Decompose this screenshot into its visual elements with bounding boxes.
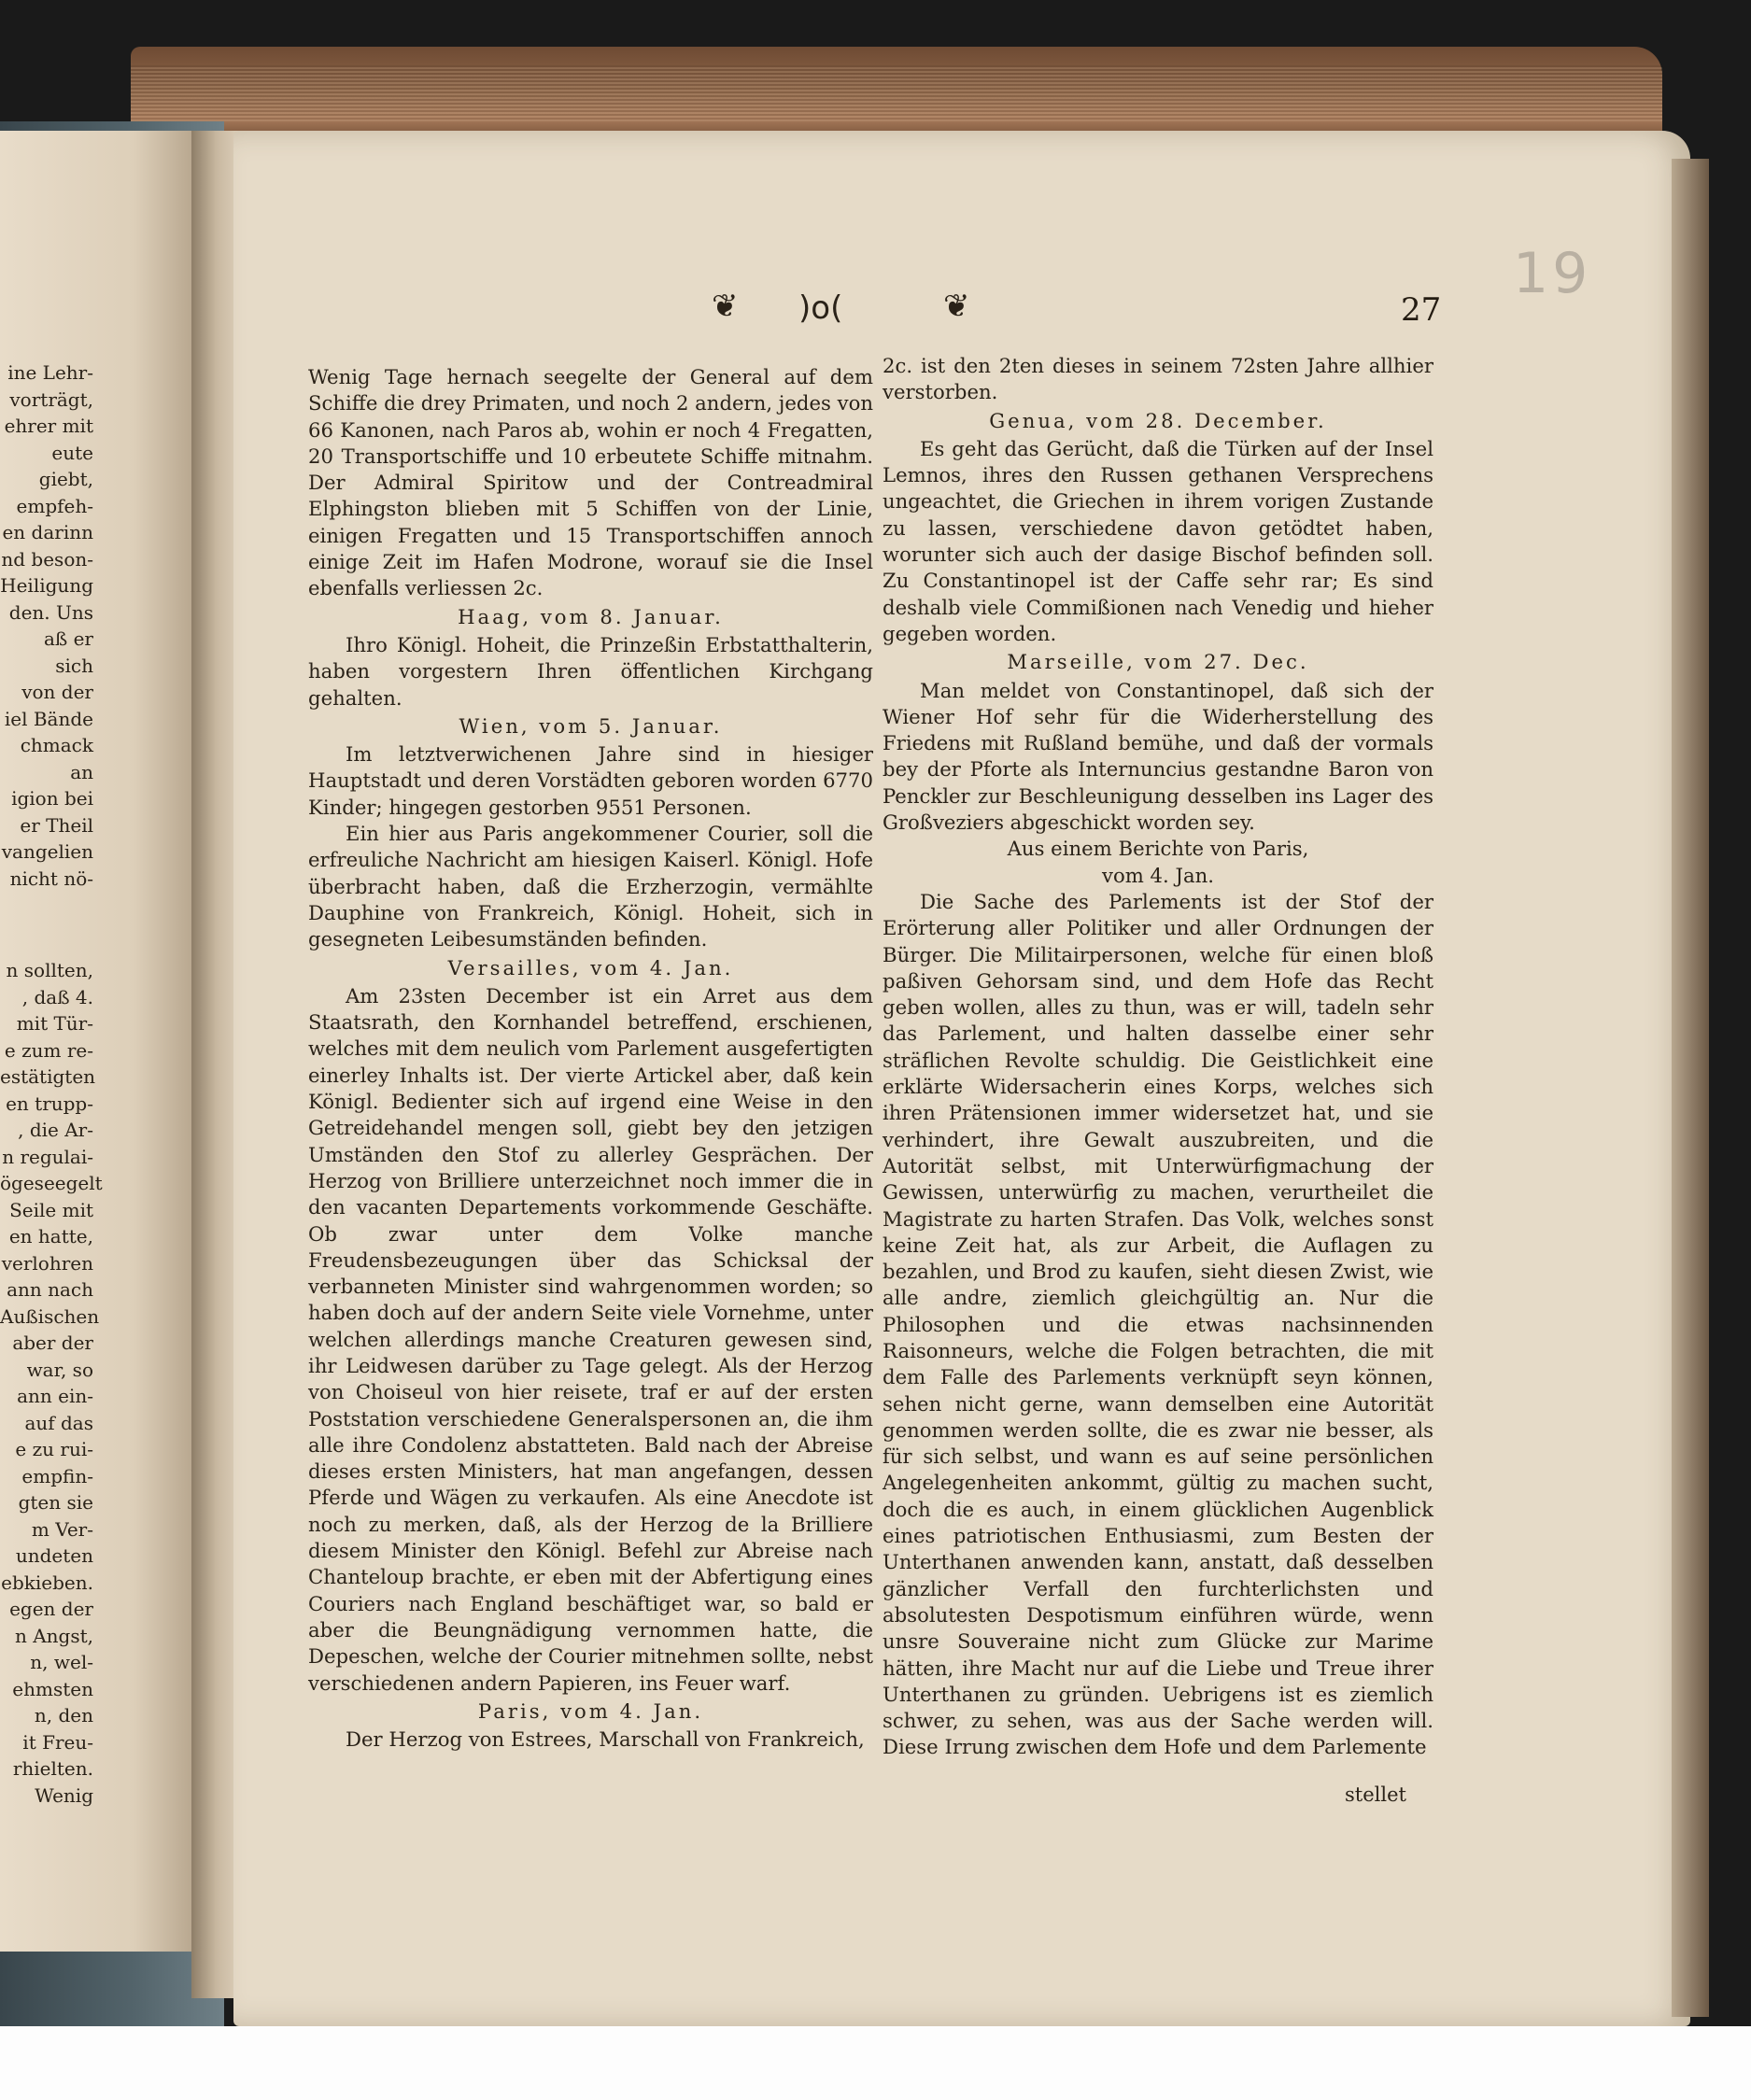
ornament-center: )o(: [798, 289, 843, 327]
pencil-folio: 19: [1513, 241, 1592, 306]
fragment-line: n, wel-: [30, 1651, 93, 1673]
fragment-line: nd beson-: [1, 547, 93, 571]
fragment-line: rhielten.: [12, 1757, 93, 1780]
fragment-line: en trupp-: [6, 1092, 93, 1115]
fragment-line: estätigten: [0, 1065, 96, 1088]
scan-margin: [0, 2026, 1751, 2100]
text-column-right: [883, 353, 1433, 1761]
fragment-line: war, so: [26, 1358, 93, 1381]
text-column-left: [308, 364, 873, 1753]
dateline-heading: Marseille, vom 27. Dec.: [1007, 650, 1309, 674]
fragment-line: aber der: [12, 1332, 93, 1354]
fragment-line: den. Uns: [8, 600, 93, 624]
fragment-line: eute giebt,: [38, 441, 93, 490]
dateline-heading: Genua, vom 28. December.: [989, 408, 1327, 432]
left-page-fragment-upper: [0, 359, 93, 892]
fragment-line: nicht nö-: [9, 867, 93, 890]
fragment-line: ehrer mit: [4, 415, 93, 437]
fragment-line: undeten: [15, 1544, 93, 1567]
fragment-line: von der: [21, 681, 93, 703]
dateline-heading: Wien, vom 5. Januar.: [459, 713, 723, 738]
fragment-line: verlohren: [1, 1251, 93, 1275]
paragraph: 2c. ist den 2ten dieses in seinem 72sten Jahre allhier verstorben.: [883, 354, 1433, 404]
paragraph: Man meldet von Constantinopel, daß sich der Wiener Hof sehr für die Widerherstellung des Friedens mit Rußland bemühe, und daß der vormals bey der Pforte als Internuncius gestandne Baron von Penckler zur Beschleunigung desselben ins Lager des Großveziers abgeschickt worden sey.: [883, 678, 1433, 835]
fragment-line: Heiligung: [0, 574, 93, 597]
fragment-line: ögeseegelt: [0, 1172, 103, 1194]
fragment-line: Außischen: [0, 1304, 100, 1328]
dateline-heading: Paris, vom 4. Jan.: [477, 1698, 704, 1723]
fragment-line: e zum re-: [4, 1038, 93, 1062]
fragment-line: auf das: [24, 1411, 93, 1434]
fragment-line: empfeh-: [16, 494, 93, 517]
fragment-line: gten sie: [18, 1491, 93, 1514]
fragment-line: igion bei: [11, 787, 93, 810]
fragment-line: it Freu-: [22, 1730, 93, 1754]
page-number: 27: [1401, 291, 1442, 329]
catchword: stellet: [1345, 1783, 1406, 1806]
paragraph: Im letztverwichenen Jahre sind in hiesiger Hauptstadt und deren Vorstädten geboren worden 6770 Kinder; hingegen gestorben 9551 Personen.: [308, 742, 873, 819]
fragment-line: n Angst,: [14, 1624, 93, 1647]
fragment-line: n sollten,: [6, 959, 93, 981]
fragment-line: ebkieben.: [1, 1571, 93, 1594]
paragraph: Der Herzog von Estrees, Marschall von Frankreich,: [346, 1727, 865, 1752]
paragraph: Ein hier aus Paris angekommener Courier, soll die erfreuliche Nachricht am hiesigen Kaiserl. Königl. Hofe überbracht haben, daß die Erzherzogin, vermählte Dauphine von Frankreich, Königl. Hoheit, sich in gesegneten Leibesumständen befinden.: [308, 822, 873, 951]
fragment-line: en darinn: [2, 521, 93, 543]
page-edge: [1672, 159, 1709, 2017]
fragment-line: , daß 4.: [21, 985, 93, 1008]
paragraph: Es geht das Gerücht, daß die Türken auf der Insel Lemnos, ihres den Russen gethanen Versprechens ungeachtet, die Griechen in ihrem vorigen Zustande zu lassen, verschiedene davon getödtet haben, worunter sich auch der dasige Bischof befinden soll. Zu Constantinopel ist der Caffe sehr rar; Es sind deshalb viele Commißionen nach Venedig und hieher gegeben worden.: [883, 436, 1433, 645]
fragment-line: ann ein-: [17, 1385, 93, 1407]
fragment-line: m Ver-: [31, 1517, 93, 1541]
paragraph: Am 23sten December ist ein Arret aus dem Staatsrath, den Kornhandel betreffend, erschienen, welches mit dem neulich vom Parlement ausgefertigten einerley Inhalts ist. Der vierte Artickel aber, daß kein Königl. Bedienter sich auf irgend eine Weise in den Getreidehandel mengen soll, giebt bey den jetzigen Umständen den Stof zu allerley Gesprächen. Der Herzog von Brilliere unterzeichnet noch immer die in den vacanten Departements vorkommende Geschäfte. Ob zwar unter dem Volke manche Freudensbezeugungen über das Schicksal der verbanneten Minister sind wahrgenommen worden; so haben doch auf der andern Seite viele Vornehme, unter welchen allerdings manche Creaturen gewesen sind, ihr Leidwesen darüber zu Tage gelegt. Als der Herzog von Choiseul von hier reisete, traf er auf der ersten Poststation verschiedene Generalspersonen an, die ihm alle ihre Condolenz abstatteten. Bald nach der Abreise dieses ersten Ministers, hat man angefangen, dessen Pferde und Wägen zu verkaufen. Als eine Anecdote ist noch zu merken, daß, als der Herzog de la Brilliere diesem Minister den Königl. Befehl zur Abreise nach Chanteloup brachte, er eben mit der Abfertigung eines Couriers nach England beschäftiget war, so bald er aber die Beungnädigung vernommen hatte, die Depeschen, welche der Courier mitnehmen sollte, nebst verschiedenen andern Papieren, ins Feuer warf.: [308, 983, 873, 1695]
fragment-line: mit Tür-: [16, 1012, 93, 1035]
ornament-left-icon: ❦: [712, 288, 739, 325]
ornament-right-icon: ❦: [943, 288, 970, 325]
fragment-line: vorträgt,: [9, 388, 93, 411]
dateline-heading: Versailles, vom 4. Jan.: [447, 955, 734, 980]
dateline-heading: Aus einem Berichte von Paris,: [1007, 837, 1309, 861]
fragment-line: n, den: [34, 1704, 93, 1727]
fragment-line: , die Ar-: [18, 1119, 93, 1141]
fragment-line: vangelien: [1, 840, 93, 863]
dateline-heading: vom 4. Jan.: [1101, 863, 1214, 887]
fragment-line: egen der: [9, 1598, 93, 1620]
fragment-line: iel Bände: [4, 707, 93, 730]
left-page-fragment-lower: [0, 957, 103, 1809]
fragment-line: e zu rui-: [15, 1438, 93, 1460]
fragment-line: ine Lehr-: [7, 361, 93, 384]
fragment-line: chmack an: [20, 734, 93, 783]
fragment-line: Wenig: [35, 1783, 93, 1807]
paragraph: Ihro Königl. Hoheit, die Prinzeßin Erbstatthalterin, haben vorgestern Ihren öffentlichen Kirchgang gehalten.: [308, 632, 873, 710]
fragment-line: er Theil: [20, 813, 93, 837]
paragraph: Die Sache des Parlements ist der Stof der Erörterung aller Politiker und aller Ordnungen der Bürger. Die Militairpersonen, welche für einen bloß paßiven Gehorsam sind, und dem Hofe das Recht geben wollen, alles zu thun, was er will, tadeln sehr das Parlement, und halten dasselbe einer sehr sträflichen Revolte schuldig. Die Geistlichkeit eine erklärte Widersacherin eines Korps, welches sich ihren Prätensionen immer widersetzet hat, und sie verhindert, ihre Gewalt auszubreiten, und die Autorität selbst, mit Unterwürfigmachung der Gewissen, unterwürfig zu machen, verurtheilet die Magistrate zu harten Strafen. Das Volk, welches sonst keine Zeit hat, als zur Arbeit, die Auflagen zu bezahlen, und Brod zu kaufen, sieht diesen Zwist, wie alle andre, ziemlich gleichgültig an. Nur die Philosophen und die etwas nachsinnenden Raisonneurs, welche die Folgen betrachten, die mit dem Falle des Parlements verknüpft seyn können, sehen nicht gerne, wann demselben eine Autorität genommen werden sollte, die es zwar nie besser, als für sich selbst, und wann es auf seine persönlichen Angelegenheiten ankommt, gültig zu machen sucht, doch die es auch, in einem glücklichen Augenblick eines patriotischen Enthusiasmi, zum Besten der Unterthanen anwenden kann, anstatt, daß desselben gänzlicher Verfall den furchterlichsten und absolutesten Despotismum einführen würde, wenn unsre Souveraine nicht zum Glücke zur Marime hätten, ihre Macht nur auf die Liebe und Treue ihrer Unterthanen zu gründen. Uebrigens ist es ziemlich schwer, zu sehen, was aus der Sache werden will. Diese Irrung zwischen dem Hofe und dem Parlemente: [883, 889, 1433, 1759]
fragment-line: aß er sich: [43, 627, 93, 677]
fragment-line: Seile mit: [9, 1198, 93, 1221]
fragment-line: ann nach: [7, 1278, 93, 1301]
fragment-line: n regulai-: [2, 1145, 93, 1168]
paragraph: Wenig Tage hernach seegelte der General auf dem Schiffe die drey Primaten, und noch 2 andern, jedes von 66 Kanonen, nach Paros ab, wohin er noch 4 Fregatten, 20 Transportschiffe und 10 erbeutete Schiffe mitnahm. Der Admiral Spiritow und der Contreadmiral Elphingston blieben mit 5 Schiffen von der Linie, einigen Fregatten und 15 Transportschiffen annoch einige Zeit im Hafen Modrone, worauf sie die Insel ebenfalls verliessen 2c.: [308, 365, 873, 600]
dateline-heading: Haag, vom 8. Januar.: [458, 604, 724, 628]
fragment-line: ehmsten: [12, 1677, 93, 1700]
fragment-line: en hatte,: [8, 1225, 93, 1247]
fragment-line: empfin-: [21, 1464, 93, 1487]
